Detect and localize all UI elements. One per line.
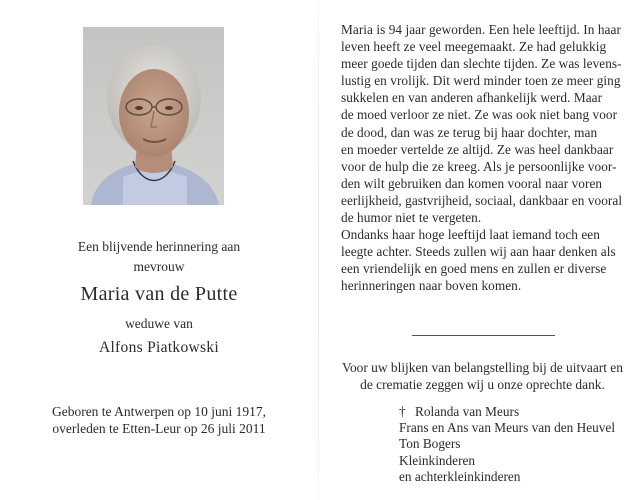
signer-row [399,420,615,436]
signers-list [399,404,615,485]
text-line: de dood, dan was ze terug bij haar dochter, man [341,124,598,140]
deceased-name: Maria van de Putte [80,283,238,305]
text-line: eerlijkheid, gastvrijheid, sociaal, dankbaar en vooral [341,192,623,208]
text-line: en moeder vertelde ze altijd. Ze was heel dankbaar [341,141,614,157]
text-line: herinneringen naar boven komen. [341,278,522,294]
cross-icon: † [399,404,406,419]
signer-row [399,404,615,420]
text-line: meer goede tijden dan slechte tijden. Ze was levens- [341,56,622,72]
text-line: leven heeft ze veel meegemaakt. Ze had gelukkig [341,39,607,55]
birth-line: Geboren te Antwerpen op 10 juni 1917, [51,404,267,419]
portrait-photo [83,27,224,205]
spouse-name: Alfons Piatkowski [98,339,220,356]
signer-row [399,436,615,452]
text-line: Maria is 94 jaar geworden. Een hele leeftijd. In haar [341,22,621,37]
signer-name: Kleinkinderen [399,452,476,468]
thanks-line-1: Voor uw blijken van belangstelling bij de uitvaart en [342,360,623,375]
signer-row [399,453,615,469]
text-line: Ondanks haar hoge leeftijd laat iemand toch een [341,227,600,243]
text-line: sukkelen en van anderen afhankelijk werd. Maar [341,90,603,106]
signer-row [399,469,615,485]
signer-name: Rolanda van Meurs [415,404,520,419]
text-line: een vriendelijk en goed mens en zullen er diverse [341,261,607,277]
text-line: lustig en vrolijk. Dit werd minder toen ze meer ging [341,73,621,89]
text-line: de humor niet te vergeten. [341,210,482,226]
thanks-text [330,359,635,393]
signer-name: en achterkleinkinderen [399,468,521,484]
intro-line-2: mevrouw [133,259,185,274]
memorial-text [341,21,623,295]
thanks-line-2: de crematie zeggen wij u onze oprechte dank. [360,377,605,392]
death-line: overleden te Etten-Leur op 26 juli 2011 [52,421,266,436]
signer-name: Frans en Ans van Meurs van den Heuvel [399,420,616,436]
text-line: leegte achter. Steeds zullen wij aan haar denken als [341,244,616,260]
signer-name: Ton Bogers [399,436,461,452]
life-dates [0,403,318,437]
card-fold [318,0,319,500]
portrait-image [83,27,224,205]
intro-line-1: Een blijvende herinnering aan [77,239,241,254]
text-line: voor de hulp die ze kreeg. Als je persoonlijke voor- [341,158,617,174]
relation-label: weduwe van [125,316,193,331]
divider-line [412,335,555,336]
text-line: den wilt gebruiken dan komen vooral naar voren [341,175,603,191]
text-line: de moed verloor ze niet. Ze was ook niet bang voor [341,107,618,123]
